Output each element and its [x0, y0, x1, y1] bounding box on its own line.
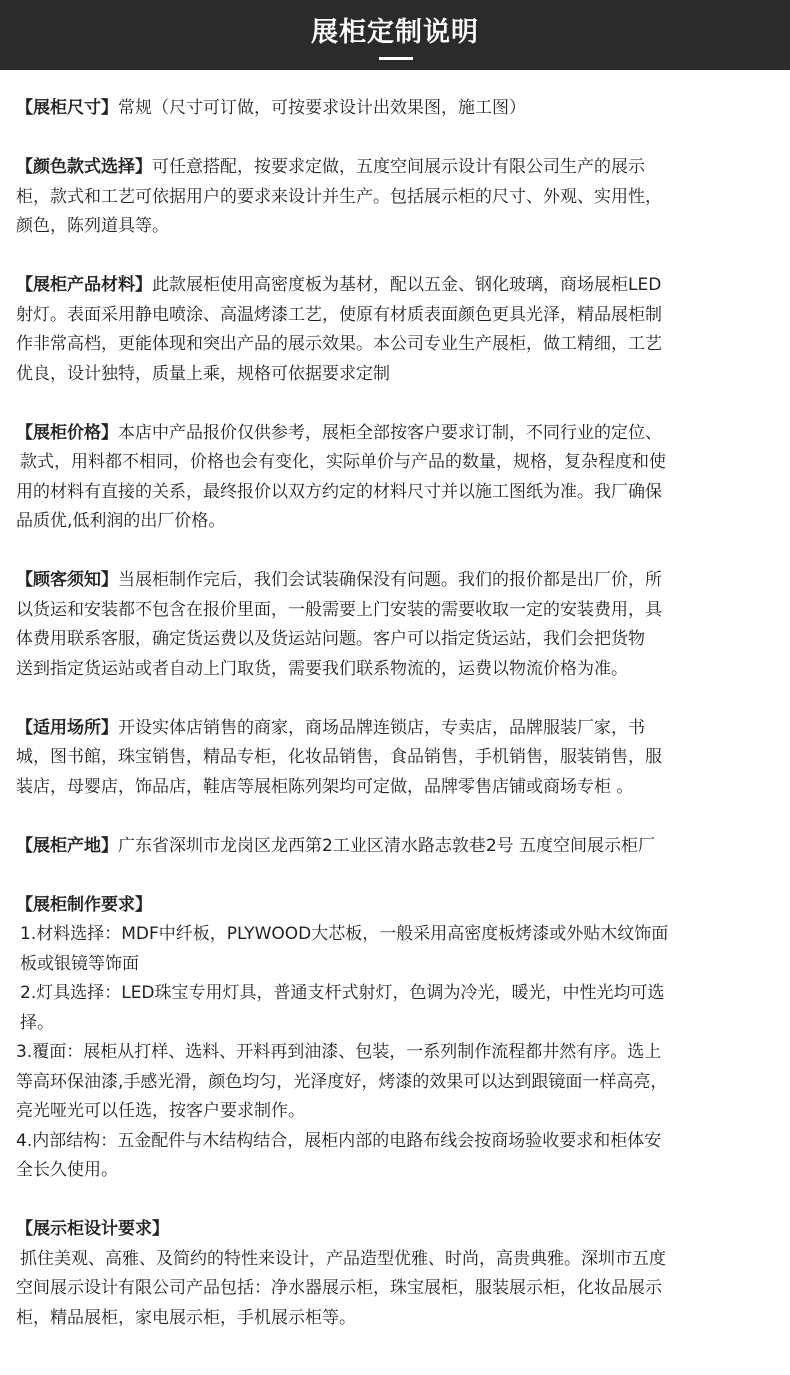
page-header [0, 0, 790, 70]
section-text: 可任意搭配，按要求定做，五度空间展示设计有限公司生产的展示 [152, 157, 645, 177]
section-applicable-places [16, 714, 778, 803]
text-line: 板或银镜等饰面 [20, 953, 139, 974]
text-line: 空间展示设计有限公司产品包括：净水器展示柜，珠宝展柜，服装展示柜，化妆品展示 [16, 1278, 662, 1298]
text-line [16, 419, 778, 449]
text-line: 款式，用料都不相同，价格也会有变化，实际单价与产品的数量，规格，复杂程度和使 [20, 452, 666, 472]
text-line: 城，图书館，珠宝销售，精品专柜，化妆品销售，食品销售，手机销售，服装销售，服 [16, 747, 662, 767]
text-line: 4.内部结构：五金配件与木结构结合，展柜内部的电路布线会按商场验收要求和柜体安 [16, 1130, 662, 1151]
section-customer-notice [16, 566, 778, 684]
section-label: 【展柜尺寸】 [16, 98, 118, 118]
text-line: 抓住美观、高雅、及简约的特性来设计，产品造型优雅、时尚，高贵典雅。深圳市五度 [20, 1248, 666, 1269]
section-label: 【展示柜设计要求】 [16, 1219, 169, 1239]
text-line: 2.灯具选择：LED珠宝专用灯具，普通支杆式射灯，色调为冷光，暖光，中性光均可选 [20, 983, 665, 1003]
text-line: 全长久使用。 [16, 1160, 118, 1180]
section-label: 【展柜价格】 [16, 422, 118, 443]
text-line: 1.材料选择：MDF中纤板，PLYWOOD大芯板，一般采用高密度板烤漆或外贴木纹饰面 [20, 924, 669, 944]
page-title: 展柜定制说明 [311, 17, 479, 48]
section-text: 本店中产品报价仅供参考，展柜全部按客户要求订制，不同行业的定位、 [118, 422, 662, 443]
title-underline [379, 57, 413, 60]
section-text: 当展柜制作完后，我们会试装确保没有问题。我们的报价都是出厂价，所 [118, 570, 662, 590]
section-material [16, 271, 778, 389]
text-line: 送到指定货运站或者自动上门取货，需要我们联系物流的，运费以物流价格为准。 [16, 658, 628, 679]
text-line [16, 94, 778, 124]
section-origin [16, 832, 778, 862]
text-line: 作非常高档，更能体现和突出产品的展示效果。本公司专业生产展柜，做工精细，工艺 [16, 334, 662, 354]
section-text: 常规（尺寸可订做，可按要求设计出效果图，施工图） [118, 98, 526, 118]
section-label: 【展柜产品材料】 [16, 275, 152, 295]
text-line: 择。 [20, 1012, 54, 1033]
section-label: 【展柜制作要求】 [16, 894, 152, 915]
text-line [16, 271, 778, 301]
section-text: 此款展柜使用高密度板为基材，配以五金、钢化玻璃，商场展柜LED [152, 275, 662, 295]
section-text: 广东省深圳市龙岗区龙西第2工业区清水路志敦巷2号 五度空间展示柜厂 [118, 835, 656, 856]
text-line: 柜，精品展柜，家电展示柜，手机展示柜等。 [16, 1307, 356, 1328]
text-line: 射灯。表面采用静电喷涂、高温烤漆工艺，使原有材质表面颜色更具光泽，精品展柜制 [16, 304, 662, 325]
section-display-design-requirements [16, 1215, 778, 1333]
section-price [16, 419, 778, 537]
section-label: 【展柜产地】 [16, 835, 118, 856]
section-production-requirements [16, 891, 778, 1186]
text-line: 优良，设计独特，质量上乘，规格可依据要求定制 [16, 363, 390, 384]
text-line: 亮光哑光可以任选，按客户要求制作。 [16, 1101, 305, 1121]
content-body [16, 94, 778, 1363]
text-line [16, 153, 778, 183]
section-label: 【颜色款式选择】 [16, 157, 152, 177]
section-text: 开设实体店销售的商家，商场品牌连锁店，专卖店，品牌服装厂家，书 [118, 717, 645, 738]
text-line: 颜色，陈列道具等。 [16, 216, 169, 236]
section-label: 【适用场所】 [16, 717, 118, 738]
text-line: 装店，母婴店，饰品店，鞋店等展柜陈列架均可定做，品牌零售店铺或商场专柜 。 [16, 776, 634, 797]
text-line: 品质优,低利润的出厂价格。 [16, 511, 226, 531]
section-color-style [16, 153, 778, 242]
section-size [16, 94, 778, 124]
text-line: 以货运和安装都不包含在报价里面，一般需要上门安装的需要收取一定的安装费用，具 [16, 599, 662, 620]
text-line: 体费用联系客服，确定货运费以及货运站问题。客户可以指定货运站，我们会把货物 [16, 629, 645, 649]
text-line: 3.覆面：展柜从打样、选料、开料再到油漆、包装，一系列制作流程都井然有序。选上 [16, 1042, 662, 1062]
text-line [16, 566, 778, 596]
text-line [16, 714, 778, 744]
text-line: 用的材料有直接的关系，最终报价以双方约定的材料尺寸并以施工图纸为准。我厂确保 [16, 481, 662, 502]
text-line [16, 832, 778, 862]
section-label: 【顾客须知】 [16, 570, 118, 590]
text-line: 等高环保油漆,手感光滑，颜色均匀，光泽度好，烤漆的效果可以达到跟镜面一样高亮， [16, 1071, 668, 1092]
text-line: 柜，款式和工艺可依据用户的要求来设计并生产。包括展示柜的尺寸、外观、实用性， [16, 186, 662, 207]
